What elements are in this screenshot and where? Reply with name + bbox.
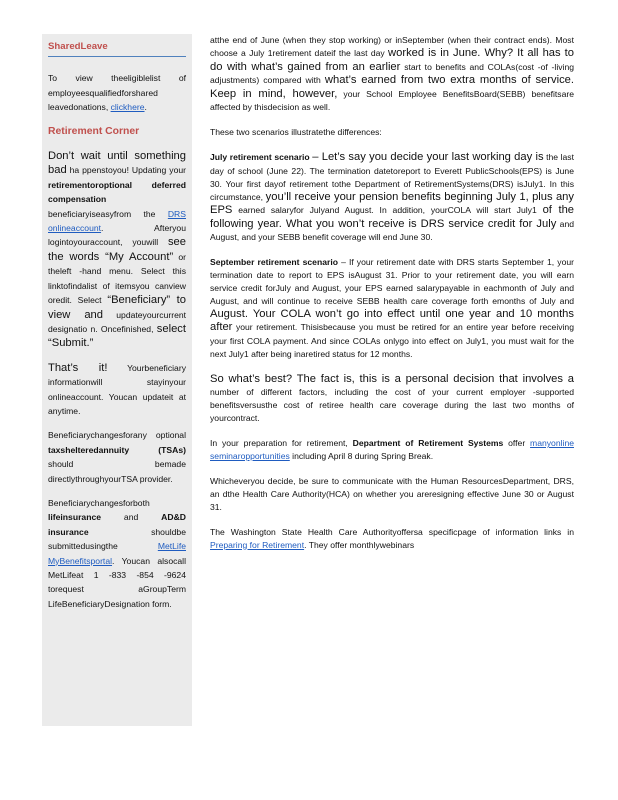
- para-text: ha ppenstoyou! Updating your: [69, 165, 187, 176]
- para-text: That’s it!: [48, 361, 108, 374]
- para-text: you’ll receive your pension benefits beginning July 1, plus any EPS: [210, 190, 574, 217]
- main-column: [210, 34, 574, 563]
- july-scenario-heading: July retirement scenario: [210, 152, 310, 163]
- para-bold-text: AD&D insurance: [48, 512, 186, 537]
- shared-leave-paragraph: [48, 71, 186, 114]
- september-scenario-paragraph: [210, 256, 574, 361]
- communicate-paragraph: Whicheveryou decide, be sure to communicate with the Human ResourcesDepartment, DRS, an dthe Health Care Authority(HCA) on whether you areresigning effective June 30 or August 31.: [210, 475, 574, 512]
- shared-leave-text: To view theeligiblelist of employeesqualifiedforshared leavedonations,: [48, 73, 186, 113]
- para-text: atthe end of June (when they stop working) or inSeptember (when their contract ends). Most choose a July 1retirement dateif the last day: [210, 35, 574, 58]
- para-text: – Let’s say you decide your last working day is: [312, 151, 544, 164]
- para-text: Don’t wait until something bad: [48, 150, 186, 177]
- para-text: of the following year. What you won’t receive is DRS service credit for July: [210, 204, 575, 230]
- tsa-paragraph: [48, 428, 186, 486]
- retirement-corner-heading: Retirement Corner: [48, 125, 140, 137]
- para-text: In your preparation for retirement,: [210, 438, 348, 449]
- para-text: start to benefits and COLAs(cost -of -living adjustments) compared with: [210, 61, 575, 86]
- preparation-paragraph: [210, 437, 574, 463]
- para-text: or theleft -hand menu. Select this linktofindalist of itemsyou canview oredit. Select: [48, 251, 186, 306]
- para-text: beneficiaryiseasyfrom the: [48, 208, 156, 219]
- para-text: “Beneficiary” to view and: [48, 294, 186, 321]
- para-text: and: [123, 512, 139, 523]
- para-text: the last day of school (June 22). The termination datetoreport to Everett PublicSchools(EPS) is June 30. Your first dayof retirement tothe Department of RetirementSystems(DRS) isJuly1. In this circumstance,: [210, 152, 574, 202]
- para-bold-text: Department of Retirement Systems: [352, 438, 504, 449]
- july-scenario-paragraph: [210, 151, 574, 244]
- shared-leave-heading: SharedLeave: [48, 41, 108, 52]
- click-here-link[interactable]: clickhere: [110, 102, 145, 113]
- para-text: Beneficiarychangesforany optional: [48, 430, 186, 441]
- september-scenario-heading: September retirement scenario: [210, 257, 338, 268]
- para-text: . Afteryou logintoyouraccount, youwill: [48, 223, 186, 248]
- para-text: shouldbe submittedusingthe: [48, 526, 186, 552]
- beneficiary-update-paragraph: [48, 149, 186, 351]
- metlife-portal-link[interactable]: MetLife MyBenefitsportal: [48, 541, 186, 566]
- intro-paragraph: [210, 34, 574, 114]
- online-seminar-link[interactable]: manyonline seminaropportunities: [210, 438, 574, 462]
- para-text: Beneficiarychangesforboth: [48, 497, 150, 508]
- para-text: number of different factors, including the cost of your current employer -supported benefitsversusthe cost of retiree health care coverage during the last two months of yourcontract.: [210, 387, 574, 424]
- para-text: including April 8 during Spring Break.: [292, 451, 434, 462]
- shared-leave-end: .: [144, 102, 147, 113]
- sidebar-panel: [42, 34, 192, 726]
- whats-best-paragraph: [210, 373, 574, 425]
- para-text: see the words “My Account”: [48, 236, 186, 263]
- heading-divider: [48, 56, 186, 57]
- para-text: . They offer monthlywebinars: [304, 539, 415, 550]
- scenarios-intro: These two scenarios illustratethe differences:: [210, 127, 382, 138]
- para-text: and August, and your SEBB benefit coverage will end June 30.: [210, 218, 575, 243]
- para-text: earned salaryfor Julyand August. In addition, yourCOLA will start July1: [238, 205, 537, 216]
- thats-it-paragraph: [48, 361, 186, 419]
- para-text: should bemade directlythroughyourTSA provider.: [48, 459, 186, 484]
- para-bold-text: taxshelteredannuity (TSAs): [48, 444, 186, 455]
- hca-paragraph: [210, 526, 574, 552]
- para-text: what’s earned from two extra months of service. Keep in mind, however,: [210, 74, 575, 100]
- para-text: . Youcan alsocall MetLifeat 1 -833 -854 -9624 torequest aGroupTerm LifeBeneficiaryDesignation form.: [48, 555, 186, 609]
- para-text: offer: [508, 438, 526, 449]
- para-bold-text: lifeinsurance: [48, 512, 102, 523]
- para-text: Yourbeneficiary informationwill stayinyour onlineaccount. Youcan updateit at anytime.: [48, 362, 186, 416]
- preparing-for-retirement-link[interactable]: Preparing for Retirement: [210, 539, 305, 550]
- para-bold-text: retirementoroptional deferred compensation: [48, 179, 186, 205]
- para-text: August. Your COLA won’t go into effect until one year and 10 months after: [210, 307, 574, 334]
- para-text: The Washington State Health Care Authorityoffersa specificpage of information links in: [210, 526, 574, 537]
- para-text: – If your retirement date with DRS starts September 1, your termination date to report to EPS isAugust 31. Prior to your retirement date, you will earn service credit forJuly and August, your EPS earned salarypayable in eachmonth of July and August, and will continue to receive SEBB health care coverage forth emonths of July and: [210, 257, 575, 306]
- para-text: your retirement. Thisisbecause you must be retired for an entire year before receiving your first COLA payment. And since COLAs onlygo into effect on July1, you must wait for the next July1 after being inaretired status for 12 months.: [210, 322, 574, 359]
- para-text: your School Employee BenefitsBoard(SEBB) benefitsare affected by thisdecision as well.: [210, 88, 574, 113]
- para-text: So what’s best? The fact is, this is a personal decision that involves a: [210, 372, 574, 385]
- para-text: updateyourcurrent designatio n. Oncefinished,: [48, 309, 187, 334]
- para-text: select “Submit.”: [48, 322, 187, 350]
- insurance-paragraph: [48, 496, 186, 611]
- drs-online-account-link[interactable]: DRS onlineaccount: [48, 208, 186, 234]
- para-text: worked is in June. Why? It all has to do with what’s gained from an earlier: [210, 46, 574, 73]
